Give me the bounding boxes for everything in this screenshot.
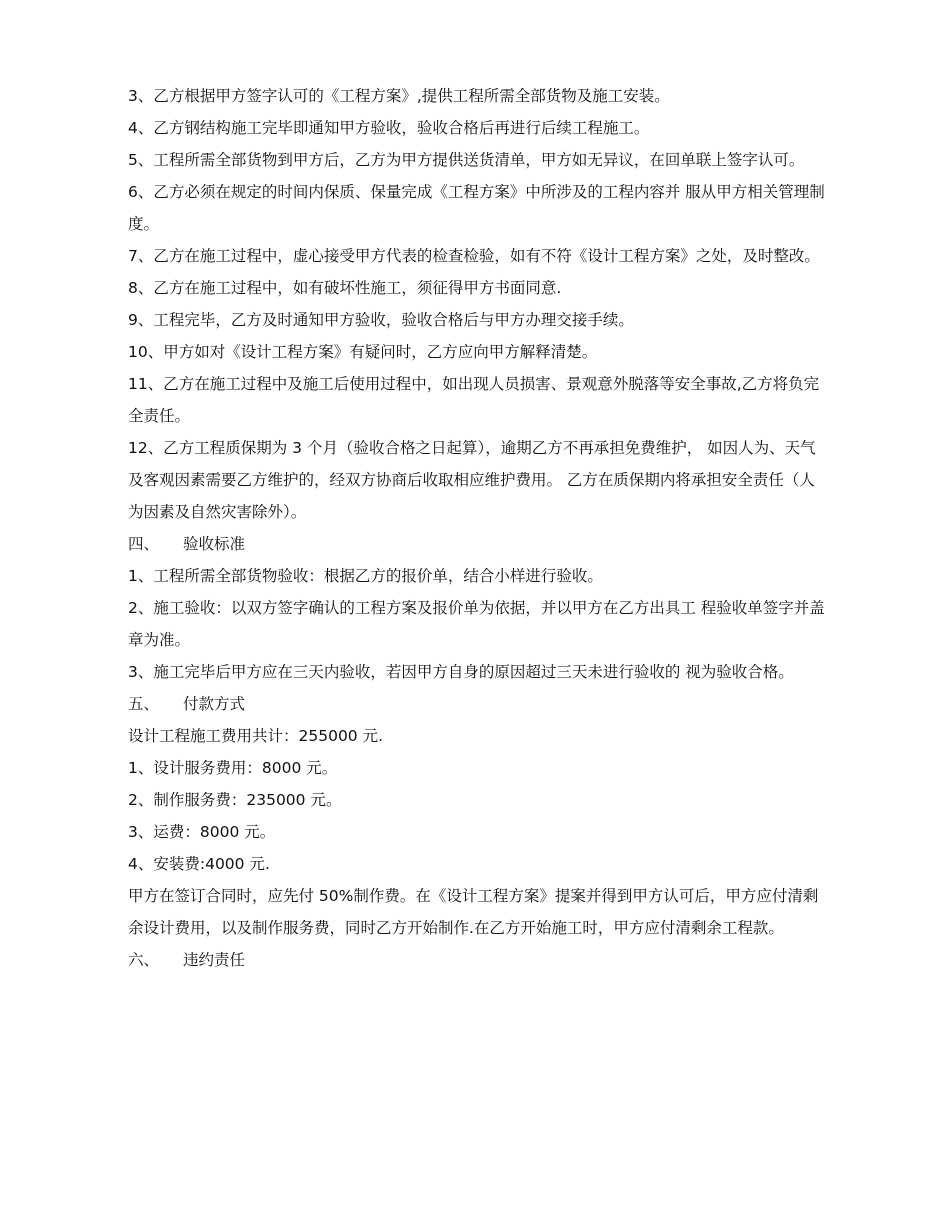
clause-4: 4、乙方钢结构施工完毕即通知甲方验收，验收合格后再进行后续工程施工。	[128, 119, 650, 137]
clause-6: 6、乙方必须在规定的时间内保质、保量完成《工程方案》中所涉及的工程内容并 服从甲方相关管理制度。	[128, 183, 825, 233]
payment-terms: 甲方在签订合同时，应先付 50%制作费。在《设计工程方案》提案并得到甲方认可后，甲方应付清剩余设计费用，以及制作服务费，同时乙方开始制作.在乙方开始施工时，甲方应付清剩余工程款。	[128, 887, 819, 937]
payment-item-1: 1、设计服务费用：8000 元。	[128, 759, 338, 777]
section-number: 四、	[128, 535, 160, 553]
payment-item-4: 4、安装费:4000 元.	[128, 855, 270, 873]
clause-3: 3、乙方根据甲方签字认可的《工程方案》,提供工程所需全部货物及施工安装。	[128, 87, 670, 105]
section-number: 六、	[128, 951, 160, 969]
acceptance-item-1: 1、工程所需全部货物验收：根据乙方的报价单，结合小样进行验收。	[128, 567, 603, 585]
section-title: 验收标准	[183, 535, 246, 553]
section-heading-breach	[128, 944, 828, 976]
acceptance-item-3: 3、施工完毕后甲方应在三天内验收，若因甲方自身的原因超过三天未进行验收的 视为验收合格。	[128, 663, 794, 681]
section-title: 违约责任	[183, 951, 246, 969]
clause-9: 9、工程完毕，乙方及时通知甲方验收，验收合格后与甲方办理交接手续。	[128, 311, 634, 329]
clause-11: 11、乙方在施工过程中及施工后使用过程中，如出现人员损害、景观意外脱落等安全事故,乙方将负完全责任。	[128, 375, 820, 425]
payment-total: 设计工程施工费用共计：255000 元.	[128, 727, 384, 745]
section-number: 五、	[128, 695, 160, 713]
section-heading-acceptance	[128, 528, 828, 560]
clause-5: 5、工程所需全部货物到甲方后，乙方为甲方提供送货清单，甲方如无异议，在回单联上签字认可。	[128, 151, 805, 169]
document-page	[128, 80, 828, 976]
payment-item-3: 3、运费：8000 元。	[128, 823, 276, 841]
clause-12: 12、乙方工程质保期为 3 个月（验收合格之日起算），逾期乙方不再承担免费维护， 如因人为、天气及客观因素需要乙方维护的，经双方协商后收取相应维护费用。 乙方在质保期内将承担安全责任（人为因素及自然灾害除外）。	[128, 439, 816, 521]
acceptance-item-2: 2、施工验收：以双方签字确认的工程方案及报价单为依据，并以甲方在乙方出具工 程验收单签字并盖章为准。	[128, 599, 825, 649]
clause-8: 8、乙方在施工过程中，如有破坏性施工，须征得甲方书面同意.	[128, 279, 562, 297]
section-heading-payment	[128, 688, 828, 720]
clause-10: 10、甲方如对《设计工程方案》有疑问时，乙方应向甲方解释清楚。	[128, 343, 598, 361]
payment-item-2: 2、制作服务费：235000 元。	[128, 791, 342, 809]
section-title: 付款方式	[183, 695, 246, 713]
clause-7: 7、乙方在施工过程中，虚心接受甲方代表的检查检验，如有不符《设计工程方案》之处，及时整改。	[128, 247, 820, 265]
